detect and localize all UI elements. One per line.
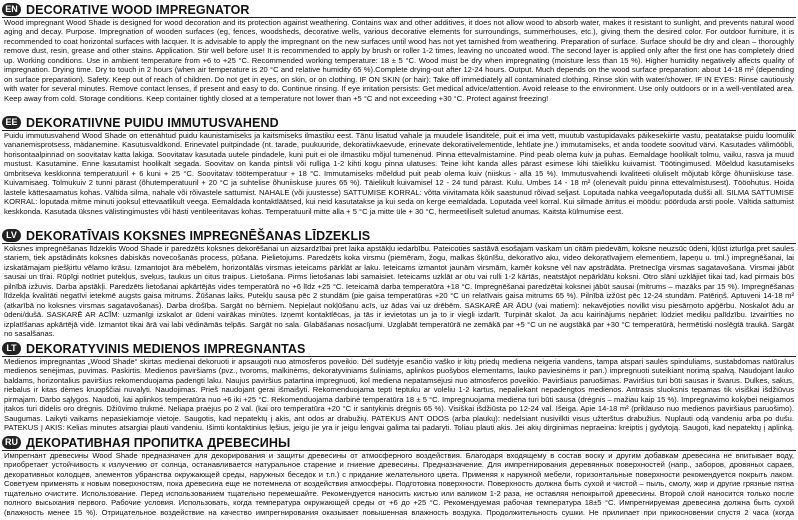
section-header-ru — [2, 435, 796, 451]
language-badge-lt: LT — [2, 342, 21, 355]
language-badge-ru: RU — [2, 436, 21, 449]
section-title-ru: ДЕКОРАТИВНАЯ ПРОПИТКА ДРЕВЕСИНЫ — [26, 435, 291, 450]
language-badge-lv: LV — [2, 229, 21, 242]
language-badge-ee: EE — [2, 116, 21, 129]
section-header-lt — [2, 341, 796, 357]
section-header-ee — [2, 115, 796, 131]
section-title-ee: DEKORATIIVNE PUIDU IMMUTUSVAHEND — [26, 115, 279, 130]
section-body-lv: Koksnes impregnēšanas līdzeklis Wood Shade ir paredzēts koksnes dekorēšanai un aizsardzībai pret laika apstākļu iedarbību. Pateicoties sastāvā esošajam vaskam un citām piedevām, koksne neuzsūc ūdeni, kļūst izturīga pret saules stariem, tiek apstādināts koksnes dabiskās novecošanās process, pūšana. Pielietojums. Paredzēts koka virsmu (piemēram, žogu, malkas šķūnīšu, dekoratīvo aku, video dekoratīvajiem elementiem, lapeņu u. tml.) impregnēšanai, lai izskatāmajam piešķirtu vēlamo krāsu. Izmantojot āra mēbelēm, horizontālās virsmas ieteicams pārklāt ar laku. Ieteicams izmantot jaunām virsmām, kamēr koksne vēl nav apstrādāta. Pretnecīga virsmas sagatavošana. Virsmai jābūt sausai un tīrai. Rūpīgi notīriet putekļus, sveķus, taukus un citus traipus. Lietošana. Pirms lietošanas labi samaisiet. Ieteicams uzklāt ar otu vai rulli 1-2 kārtās, neatstājot nepārklātu koksni. Otro slāni uzklājiet tikai tad, kad pirmais būs pilnībā izžuvis. Darba apstākļi. Paredzēts lietošanai apkārtējās vides temperatūrā no +6 līdz +25 °C. Ieteicamā darba temperatūra +18 °C. Impregnēšanai paredzētai koksnei jābūt sausai (mitrums – mazāks par 15 %). Impregnēšanas līdzekļa kvalitāti negatīvi ietekmē augsts gaisa mitrums. Žūšanas laiks. Putekļu sausa pēc 2 stundām (pie gaisa temperatūras +20 °C un relatīvais gaisa mitrums 65 %). Pilnībā izžūst pēc 12-24 stundām. Patēriņš. Aptuveni 14-18 m² (atkarībā no koksnes virsmas sagatavošanas). Darba drošība. Sargāt no bērniem. Nepieļaut nokļūšanu acīs, uz ādas vai uz drēbēm. SASKARĒ AR ĀDU (vai matiem): nekavējoties novilkt visu piesārņoto apģērbu. Noskalot ādu ar ūdeni/dušā. SASKARĒ AR ACĪM: uzmanīgi izskalot ar ūdeni vairākas minūtes. Izņemt kontaktlēcas, ja tās ir ievietotas un ja to ir viegli izdarīt. Turpināt skalot. Ja acu kairinājums nepāriet: lūdziet mediķu palīdzību. Izvairīties no izplatīšanas apkārtējā vidē. Izmantot tikai ārā vai labi vēdināmās telpās. Sargāt no sala. Glabāšanas nosacījumi. Uzglabāt temperatūrā ne zemākā par +5 °C un ne augstākā par +30 °C temperatūrā, hermētiski noslēgtā traukā. Sargāt no sasalšanas. — [4, 244, 794, 339]
section-body-en: Wood impregnant Wood Shade is designed for wood decoration and its protection against weathering. Contains wax and other additives, it does not allow wood to absorb water, makes it resistant to sunlight, and prevents natural wood aging and decay. Purpose. Impregnation of wooden surfaces (eg, fences, woodsheds, decorative wells, various decorative elements for surroundings, summerhouses, etc.), giving them the desired color. For outdoor furniture, it is recommended to coat horizontal surfaces with lacquer. It is advisable to apply the impregnant on the new surfaces until wood has not yet tarnished from weathering. Preparation of surface. Surface should be dry and clean – thoroughly remove dust, resin, grease and other stains. Application. Stir well before use! It is recommended to apply by brush or roller 1-2 times, leaving no uncoated wood. The second layer is applied only after the first one has completely dried up. Working conditions. Use in ambient temperature from +6 to +25 °C. Recommended working temperature: 18 ± 5 °C. Wood must be dry when impregnating (moisture less than 15 %). Higher humidity negatively affects quality of impregnation. Drying time. Dry to touch in 2 hours (when air temperature is 20 °C and relative humidity 65 %).Complete drying-out after 12-24 hours. Output. Much depends on the wood surface preparation: about 14-18 m² (depending on surface preparation). Safety. Keep out of reach of children. Do not get in eyes, on skin, or on clothing. IF ON SKIN (or hair): Take off immediately all contaminated clothing. Rinse skin with water/shower. IF IN EYES: Rinse cautiously with water for several minutes. Remove contact lenses, if present and easy to do. Continue rinsing. If eye irritation persists: Get medical advice/attention. Avoid release to the environment. Use only outdoors or in a well-ventilated area. Keep away from cold. Storage conditions. Keep container tightly closed at a temperature not lower than +5 °C and not exceeding +30 °C. Protect against freezing! — [4, 18, 794, 103]
section-body-ru: Импрегнант древесины Wood Shade предназначен для декорирования и защиты древесины от атмосферного воздействия. Благодаря входящему в состав воску и другим добавкам древесина не впитывает воду, приобретает устойчивость к излучению от солнца, останавливается натуральное старение и гниение древесины. Предназначение. Для импрегнирования деревянных поверхностей (напр., заборов, дровяных сараев, декоративных колодцев, элементов убранства окружающей среды, наружных беседок и т.п.) с придание желательного цвета. Применяя к наружной мебели, горизонтальные поверхности рекомендуется покрыть лаком. Советуем применять к новым поверхностям, пока древесина еще не потемнела от воздействия атмосферы. Подготовка поверхности. Поверхность должна быть сухой и чистой – пыль, смолу, жир и другие грязные пятна тщательно очистите. Использование. Перед использованием тщательно перемешайте. Рекомендуется наносить кистью или валиком 1-2 раза, не оставляя непокрытой древесины. Второй слой наносится только после полного высыхания первого. Рабочие условия. Использовать, когда температура окружающей среды от +6 до +25 °C. Рекомендуемая рабочая температура 18±5 °C. Импрегнируемая древесина должна быть сухой (влажность менее 15 %). Отрицательное воздействие на качество импрегнирования оказывает повышенная влажность воздуха. Продолжительность сушки. Не прилипает при прикосновении спустя 2 часа (когда — [4, 451, 794, 517]
section-body-ee: Puidu immutusvahend Wood Shade on ettenähtud puidu kaunistamiseks ja kaitsmiseks ilmastiku eest. Tänu lisatud vahale ja muudele lisanditele, puit ei ima vett, muutub vastupidavaks päikesekiirte vastu, peatatakse puidu loomulik vananemisprotsess, mädanemine. Kasutusvaldkond. Erinevatel puitpindade (nt. tarade, puukuuride, dekoratiivkaevude, erinevate dekoratiivelementide, lehtlate jne.) immutamiseks, et anda toodete soovitud värvi. Kasutades välimööbli, horisontaalpinnad on soovitatav katta lakiga. Soovitatav kasutada uutele pindadele, kuni puit ei ole ilmastiku mõjul tumenenud. Pinna ettevalmistamine. Pind peab olema kuiv ja puhas. Eemaldage hoolikalt tolmu, vaiku, rasva ja muud mustust. Kasutamine. Enne kasutamist hoolikalt segada. Soovitav on kanda pintsli või rulliga 1-2 kihti kogu pinna ulatuses. Teine kiht kanda alles pärast esimese kihi täielikku kuivamist. Töötingimused. Mõeldud kasutamiseks ümbritseva keskkonna temperatuuril + 6 kuni + 25 °C. Soovitatav töötemperatuur + 18 °C. Immutamiseks mõeldud puit peab olema kuiv (niiskus - alla 15 %). Immutusvahendi kvaliteeti oluliselt mõjutab kõrge õhuniiskuse tase. Kuivamisaeg. Tolmukuiv 2 tunni pärast (õhutemperatuuril + 20 °C ja suhtelise õhuniiskuse juures 65 %). Täielikult kuivamisel 12 - 24 tund pärast. Kulu. Umbes 14 - 18 m² (olenevalt puidu pinna ettevalmistusest). Tööohutus. Hoida lastele kättesaamatus kohas. Vältida silma, nahale või rõivastele sattumist. NAHALE (või juustesse) SATTUMISE KORRAL: võtta viivitamata kõik saastunud rõivad seljast. Loputada nahka veega/loputada dušši all. SILMA SATTUMISE KORRAL: loputada mitme minuti jooksul ettevaatlikult veega. Eemaldada kontaktläätsed, kui neid kasutatakse ja kui seda on kerge eemaldada. Loputada veel korral. Kui silmade ärritus ei möödu: pöörduda arsti poole. Vältida sattumist keskkonda. Kasutada üksnes välistingimustes või hästi ventileeritavas kohas. Temperatuuril mitte alla + 5 °C ja mitte üle + 30 °C, hermeetiliselt suletud anumas. Kaitsta külmumise eest. — [4, 131, 794, 216]
section-title-lv: DEKORATĪVAIS KOKSNES IMPREGNĒŠANAS LĪDZEKLIS — [26, 228, 371, 243]
section-body-lt: Medienos impregnantas „Wood Shade“ skirtas medienai dekoruoti ir apsaugoti nuo atmosferos poveikio. Dėl sudėtyje esančio vaško ir kitų priedų mediena neigeria vandens, tampa atspari saulės spinduliams, sustabdomas natūralus medienos senėjimas, puvimas. Paskirtis. Medienos paviršiams (pvz., tvoroms, malkinėms, dekoratyviniams šuliniams, aplinkos puošybos elementams, lauko paviesinėms ir pan.) impregnuoti suteikiant norimą spalvą. Naudojant lauko baldams, horizontalius paviršius rekomenduojama padengti laku. Naujus paviršius patartina impregnuoti, kol mediena nepatamsėjusi nuo atmosferos poveikio. Paviršiaus paruošimas. Paviršius turi būti sausas ir švarus. Dulkes, sakus, riebalus ir kitas dėmes kruopščiai nuvalyti. Naudojimas. Prieš naudojant gerai išmaišyti. Rekomenduojama tepti teptuku ar voleliu 1-2 kartus, nepaliekant nepadengtos medienos. Antrasis sluoksnis tepamas tik visiškai išdžiūvus pirmajam. Darbo sąlygos. Naudoti, kai aplinkos temperatūra nuo +6 iki +25 °C. Rekomenduojama darbinė temperatūra 18 ± 5 °C. Impregnuojama mediena turi būti sausa (drėgnis – mažiau kaip 15 %). Impregnavimo kokybei neigiamos įtakos turi didelis oro drėgnis. Džiūvimo trukmė. Neliapa praėjus po 2 val. (kai oro temperatūra +20 °C ir santykinis drėgnis 65 %). Visiškai išdžiūsta po 12-24 val. Išeiga. Apie 14-18 m² (priklauso nuo medienos paviršiaus paruošimo). Saugumas. Laikyti vaikams nepasiekiamoje vietoje. Saugotis, kad nepatektų į akis, ant odos ar drabužių. PATEKUS ANT ODOS (arba plaukų): nedelsiant nusivilkti visus užterštus drabužius. Nuplauti odą vandeniu arba po dušu. PATEKUS Į AKIS: Kelias minutes atsargiai plauti vandeniu. Išimti kontaktinius lęšius, jeigu jie yra ir jeigu lengvai galima tai padaryti. Toliau plauti akis. Jei akių dirginimas nepraeina: kreiptis į gydytoją. Saugoti, kad nepatektų į aplinką. — [4, 357, 794, 433]
section-header-lv — [2, 228, 796, 244]
section-title-en: DECORATIVE WOOD IMPREGNATOR — [26, 2, 250, 17]
section-header-en — [2, 2, 796, 18]
section-title-lt: DEKORATYVINIS MEDIENOS IMPREGNANTAS — [26, 341, 306, 356]
language-badge-en: EN — [2, 3, 21, 16]
